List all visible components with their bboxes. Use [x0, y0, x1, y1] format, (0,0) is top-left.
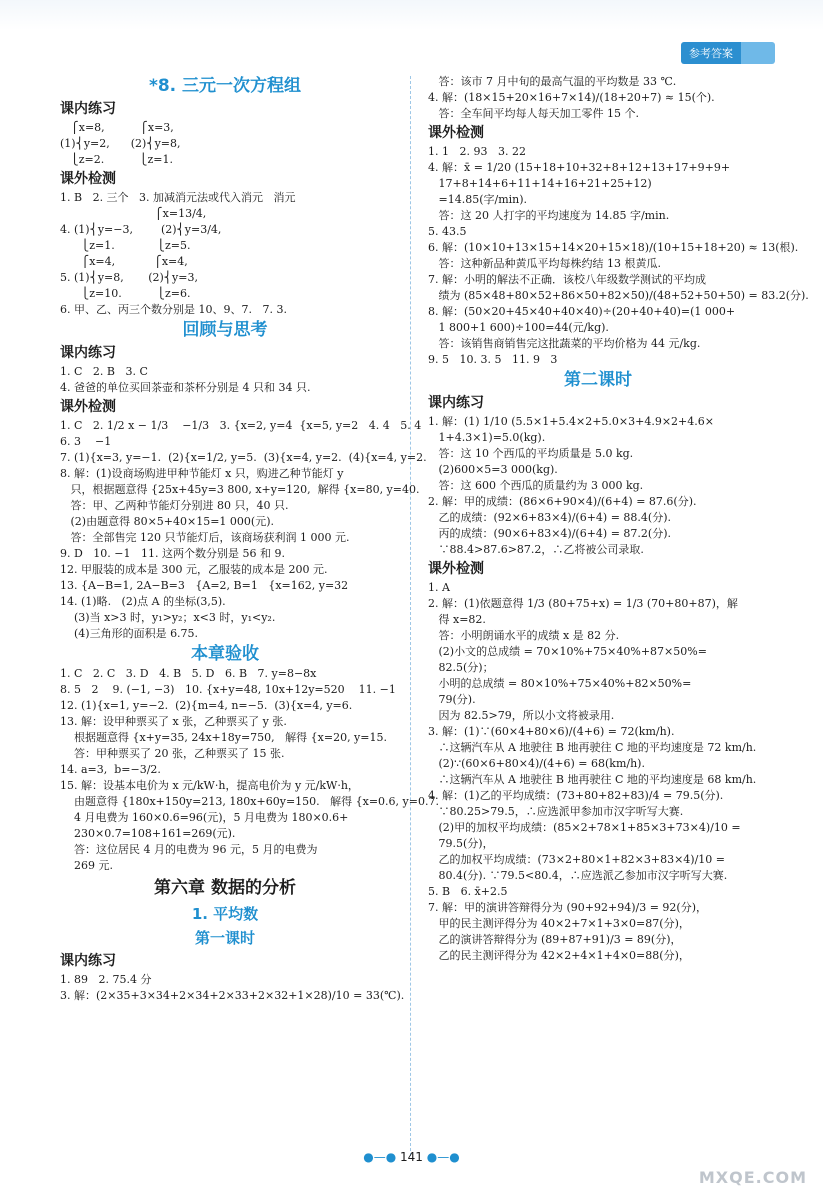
text-line: 5. B 6. x̄+2.5 [428, 885, 508, 898]
column-divider [410, 76, 411, 1156]
text-line: ⎩z=2. ⎩z=1. [60, 153, 173, 166]
text-line: 269 元. [60, 859, 113, 872]
text-line: 12. 甲服装的成本是 300 元，乙服装的成本是 200 元. [60, 563, 328, 576]
section-heading: 本章验收 [191, 644, 259, 664]
text-line: ⎧x=8, ⎧x=3, [60, 121, 174, 134]
text-line: 3. 解：(1)∵(60×4+80×6)/(4+6) = 72(km/h). [428, 725, 675, 738]
text-line: 12. (1){x=1, y=−2. (2){m=4, n=−5. (3){x=4, y=6. [60, 699, 353, 712]
text-line: ⎩z=10. ⎩z=6. [60, 287, 191, 300]
text-line: 小明的总成绩 = 80×10%+75×40%+82×50%= [428, 677, 692, 690]
text-line: 5. (1)⎨y=8, (2)⎨y=3, [60, 271, 198, 284]
text-line: 79(分). [428, 693, 476, 706]
text-line: 82.5(分)； [428, 661, 494, 674]
text-line: 79.5(分)， [428, 837, 494, 850]
text-line: 6. 甲、乙、丙三个数分别是 10、9、7. 7. 3. [60, 303, 287, 316]
text-line: 4. 解：(18×15+20×16+7×14)/(18+20+7) ≈ 15(个). [428, 91, 715, 104]
text-line: ∴这辆汽车从 A 地驶往 B 地再驶往 C 地的平均速度是 72 km/h. [428, 741, 757, 754]
top-fade-band [0, 0, 823, 30]
text-line: 答：甲种票买了 20 张，乙种票买了 15 张. [60, 747, 285, 760]
text-line: 绩为 (85×48+80×52+86×50+82×50)/(48+52+50+50) = 83.2(分). [428, 289, 809, 302]
text-line: 乙的演讲答辩得分为 (89+87+91)/3 = 89(分)， [428, 933, 682, 946]
text-line: 答：甲、乙两种节能灯分别进 80 只，40 只. [60, 499, 289, 512]
text-line: 14. a=3, b=−3/2. [60, 763, 161, 776]
text-line: 只，根据题意得 {25x+45y=3 800, x+y=120, 解得 {x=80, y=40. [60, 483, 420, 496]
text-line: 乙的民主测评得分为 42×2+4×1+4×0=88(分)， [428, 949, 690, 962]
text-line: (3)当 x>3 时，y₁>y₂；x<3 时，y₁<y₂. [60, 611, 276, 624]
text-line: 答：这 600 个西瓜的质量约为 3 000 kg. [428, 479, 644, 492]
text-line: 4. 解：(1)乙的平均成绩：(73+80+82+83)/4 = 79.5(分). [428, 789, 724, 802]
text-line: (2)∵(60×6+80×4)/(4+6) = 68(km/h). [428, 757, 645, 770]
section-heading: 回顾与思考 [182, 320, 268, 340]
text-line: 乙的成绩：(92×6+83×4)/(6+4) = 88.4(分). [428, 511, 671, 524]
subsection-heading: 课外检测 [428, 561, 484, 577]
text-line: 1+4.3×1)=5.0(kg). [428, 431, 546, 444]
text-line: 7. 解：小明的解法不正确．该校八年级数学测试的平均成 [428, 273, 706, 286]
chapter-heading: 第六章 数据的分析 [154, 878, 296, 898]
text-line: =14.85(字/min). [428, 193, 528, 206]
text-line: ∵80.25>79.5，∴应选派甲参加市汉字听写大赛. [428, 805, 684, 818]
text-line: ⎧x=13/4, [60, 207, 207, 220]
text-line: 答：这种新品种黄瓜平均每株约结 13 根黄瓜. [428, 257, 661, 270]
text-line: ⎧x=4, ⎧x=4, [60, 255, 188, 268]
text-line: ∴这辆汽车从 A 地驶往 B 地再驶往 C 地的平均速度是 68 km/h. [428, 773, 757, 786]
text-line: 14. (1)略. (2)点 A 的坐标(3,5). [60, 595, 226, 608]
subsection-heading: 课内练习 [60, 345, 116, 361]
subsection-heading: 课内练习 [60, 101, 116, 117]
text-line: 丙的成绩：(90×6+83×4)/(6+4) = 87.2(分). [428, 527, 671, 540]
text-line: 13. 解：设甲种票买了 x 张，乙种票买了 y 张. [60, 715, 287, 728]
text-line: 230×0.7=108+161=269(元). [60, 827, 236, 840]
text-line: 乙的加权平均成绩：(73×2+80×1+82×3+83×4)/10 = [428, 853, 725, 866]
text-line: 因为 82.5>79，所以小文将被录用. [428, 709, 615, 722]
text-line: 答：这 10 个西瓜的平均质量是 5.0 kg. [428, 447, 634, 460]
text-line: 答：该市 7 月中旬的最高气温的平均数是 33 ℃. [428, 75, 677, 88]
text-line: 1. C 2. 1/2 x − 1/3 −1/3 3. {x=2, y=4 {x=5, y=2 4. 4 5. 4 [60, 419, 422, 432]
text-line: 4. 爸爸的单位买回茶壶和茶杯分别是 4 只和 34 只. [60, 381, 311, 394]
subsection-heading: 课内练习 [60, 953, 116, 969]
right-column [428, 74, 809, 964]
page-number [0, 1150, 823, 1164]
text-line: 答：全车间平均每人每天加工零件 15 个. [428, 107, 639, 120]
subsection-heading: 课外检测 [60, 399, 116, 415]
text-line: 4. (1)⎨y=−3, (2)⎨y=3/4, [60, 223, 222, 236]
text-line: 2. 解：(1)依题意得 1/3 (80+75+x) = 1/3 (70+80+87)，解 [428, 597, 738, 610]
text-line: 6. 解：(10×10+13×15+14×20+15×18)/(10+15+18+20) ≈ 13(根). [428, 241, 799, 254]
section-heading: 第一课时 [194, 929, 255, 947]
text-line: ∵88.4>87.6>87.2，∴乙将被公司录取. [428, 543, 644, 556]
text-line: 1. C 2. C 3. D 4. B 5. D 6. B 7. y=8−8x [60, 667, 317, 680]
text-line: 9. 5 10. 3. 5 11. 9 3 [428, 353, 558, 366]
page-number-left-ornament: ●—● [363, 1150, 401, 1164]
text-line: 1. C 2. B 3. C [60, 365, 148, 378]
text-line: 1. A [428, 581, 450, 594]
section-heading: *8. 三元一次方程组 [148, 76, 302, 96]
text-line: 7. 解：甲的演讲答辩得分为 (90+92+94)/3 = 92(分)， [428, 901, 707, 914]
text-line: 1. 解：(1) 1/10 (5.5×1+5.4×2+5.0×3+4.9×2+4.6× [428, 415, 714, 428]
page-number-value: 141 [400, 1150, 423, 1164]
text-line: 3. 解：(2×35+3×34+2×34+2×33+2×32+1×28)/10 = 33(℃). [60, 989, 405, 1002]
text-line: 8. 5 2 9. (−1, −3) 10. {x+y=48, 10x+12y=520 11. −1 [60, 683, 396, 696]
text-line: (2)甲的加权平均成绩：(85×2+78×1+85×3+73×4)/10 = [428, 821, 741, 834]
text-line: 6. 3 −1 [60, 435, 112, 448]
text-line: (2)小文的总成绩 = 70×10%+75×40%+87×50%= [428, 645, 707, 658]
text-line: 答：该销售商销售完这批蔬菜的平均价格为 44 元/kg. [428, 337, 701, 350]
section-heading: 1. 平均数 [191, 905, 259, 923]
text-line: 5. 43.5 [428, 225, 467, 238]
text-line: 7. (1){x=3, y=−1. (2){x=1/2, y=5. (3){x=4, y=2. (4){x=4, y=2. [60, 451, 427, 464]
text-line: 1. 1 2. 93 3. 22 [428, 145, 526, 158]
subsection-heading: 课外检测 [428, 125, 484, 141]
text-line: 1. B 2. 三个 3. 加减消元法或代入消元 消元 [60, 191, 296, 204]
text-line: 13. {A−B=1, 2A−B=3 {A=2, B=1 {x=162, y=32 [60, 579, 349, 592]
text-line: 80.4(分). ∵79.5<80.4，∴应选派乙参加市汉字听写大赛. [428, 869, 728, 882]
text-line: 答：这 20 人打字的平均速度为 14.85 字/min. [428, 209, 670, 222]
section-heading: 第二课时 [564, 370, 632, 390]
text-line: 9. D 10. −1 11. 这两个数分别是 56 和 9. [60, 547, 285, 560]
text-line: 答：小明朗诵水平的成绩 x 是 82 分. [428, 629, 620, 642]
text-line: 4. 解：x̄ = 1/20 (15+18+10+32+8+12+13+17+9+9+ [428, 161, 731, 174]
text-line: (4)三角形的面积是 6.75. [60, 627, 199, 640]
text-line: 15. 解：设基本电价为 x 元/kW·h，提高电价为 y 元/kW·h， [60, 779, 359, 792]
watermark: MXQE.COM [698, 1168, 807, 1187]
text-line: 甲的民主测评得分为 40×2+7×1+3×0=87(分)， [428, 917, 690, 930]
answer-key-tag [681, 42, 775, 64]
text-line: 17+8+14+6+11+14+16+21+25+12) [428, 177, 652, 190]
text-line: 由题意得 {180x+150y=213, 180x+60y=150. 解得 {x=0.6, y=0.7. [60, 795, 439, 808]
text-line: (1)⎨y=2, (2)⎨y=8, [60, 137, 181, 150]
text-line: ⎩z=1. ⎩z=5. [60, 239, 191, 252]
text-line: (2)600×5=3 000(kg). [428, 463, 558, 476]
text-line: 2. 解：甲的成绩：(86×6+90×4)/(6+4) = 87.6(分). [428, 495, 697, 508]
text-line: 8. 解：(1)设商场购进甲种节能灯 x 只，购进乙种节能灯 y [60, 467, 344, 480]
subsection-heading: 课内练习 [428, 395, 484, 411]
text-line: 1. 89 2. 75.4 分 [60, 973, 152, 986]
answer-key-tab-decoration [741, 42, 775, 64]
text-line: 根据题意得 {x+y=35, 24x+18y=750, 解得 {x=20, y=15. [60, 731, 387, 744]
text-line: 8. 解：(50×20+45×40+40×40)÷(20+40+40)=(1 000+ [428, 305, 736, 318]
text-line: 得 x=82. [428, 613, 486, 626]
page-number-right-ornament: ●—● [426, 1150, 460, 1164]
text-line: 答：全部售完 120 只节能灯后，该商场获利润 1 000 元. [60, 531, 350, 544]
text-line: 1 800+1 600)÷100=44(元/kg). [428, 321, 609, 334]
text-line: (2)由题意得 80×5+40×15=1 000(元). [60, 515, 274, 528]
text-line: 4 月电费为 160×0.6=96(元)，5 月电费为 180×0.6+ [60, 811, 349, 824]
text-line: 答：这位居民 4 月的电费为 96 元，5 月的电费为 [60, 843, 318, 856]
subsection-heading: 课外检测 [60, 171, 116, 187]
answer-key-label: 参考答案 [681, 42, 741, 64]
